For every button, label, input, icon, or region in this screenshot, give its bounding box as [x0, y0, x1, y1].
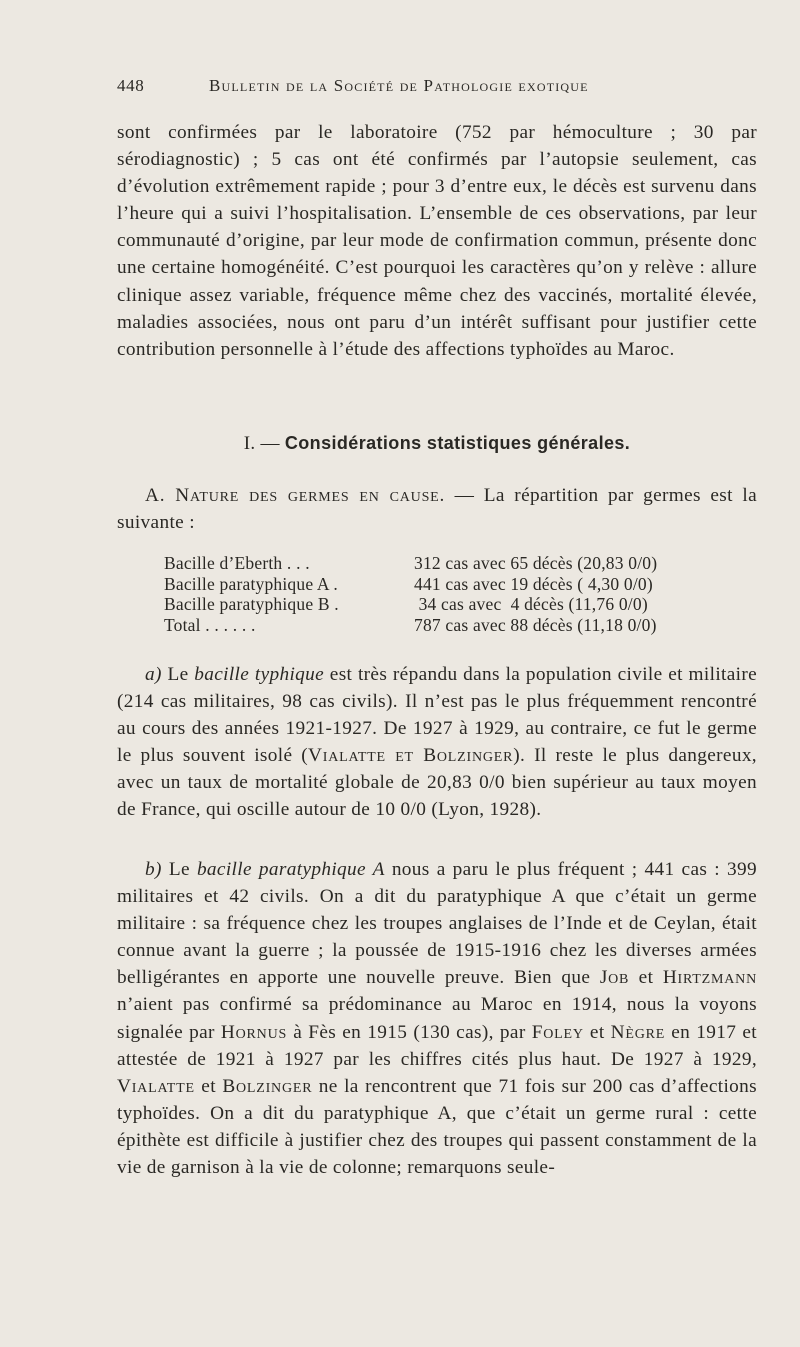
- paragraph-a-authors: Vialatte et Bolzinger: [308, 745, 514, 767]
- table-cell-value: 34 cas avec 4 décès (11,76 0/0): [414, 594, 648, 614]
- paragraph-b-lead: Le: [168, 859, 190, 880]
- author-name: Job: [599, 967, 630, 989]
- table-row: [164, 615, 657, 636]
- subsection-a-paragraph: [117, 482, 757, 536]
- paragraph-a-marker: a): [145, 664, 162, 685]
- subsection-a-label: A. Nature des germes en cause.: [145, 485, 446, 506]
- paragraph-b-text: à Fès en 1915 (130 cas), par: [287, 1021, 532, 1043]
- paragraph-b-text: et: [629, 967, 663, 989]
- paragraph-b-text: ne la rencontrent que 71 fois sur 200 cas d’affections typhoïdes. On a dit du paratyphique A, que c’était un germe rural : cette épithète est difficile à justifier chez des troupes qui passent constamment de la vie de garnison à la vie de colonne; remarquons seule-: [117, 1075, 757, 1179]
- author-name: Hirtzmann: [662, 967, 757, 989]
- author-name: Nègre: [610, 1021, 666, 1043]
- table-cell-label: Bacille paratyphique A .: [164, 573, 338, 594]
- table-row: [164, 553, 657, 574]
- author-name: Hornus: [220, 1021, 288, 1043]
- paragraph-intro: sont confirmées par le laboratoire (752 par hémoculture ; 30 par sérodiagnostic) ; 5 cas ont été confirmés par l’autopsie seulement, cas d’évolution extrêmement rapide ; pour 3 d’entre eux, le décès est survenu dans l’heure qui a suivi l’hospitalisation. L’ensemble de ces observations, par leur communauté d’origine, par leur mode de confirmation commun, présente donc une certaine homogénéité. C’est pourquoi les caractères qu’on y relève : allure clinique assez variable, fréquence même chez des vaccinés, mortalité élevée, maladies associées, nous ont paru d’un intérêt suffisant pour justifier cette contribution personnelle à l’étude des affections typhoïdes au Maroc.: [117, 122, 757, 360]
- table-row: [164, 574, 657, 595]
- paragraph-b: [117, 856, 757, 1181]
- paragraph-a-lead: Le: [167, 664, 189, 685]
- table-row: [164, 594, 657, 615]
- author-name: Vialatte: [117, 1075, 195, 1097]
- table-cell-label: Bacille paratyphique B .: [164, 594, 339, 614]
- section-heading: [117, 433, 757, 455]
- table-cell-value: 787 cas avec 88 décès (11,18 0/0): [414, 614, 657, 635]
- page-number: 448: [117, 76, 145, 95]
- author-name: Bolzinger: [222, 1075, 313, 1097]
- paragraph-a: [117, 661, 757, 824]
- section-number: I. —: [243, 433, 280, 454]
- author-name: Foley: [531, 1021, 584, 1043]
- section-title: Considérations statistiques générales.: [284, 433, 631, 453]
- table-cell-value: 441 cas avec 19 décès ( 4,30 0/0): [414, 573, 653, 594]
- paragraph-b-text: et: [583, 1021, 611, 1043]
- paragraph-b-italic: bacille paratyphique A: [196, 859, 385, 880]
- table-cell-label: Bacille d’Eberth . . .: [164, 553, 310, 573]
- paragraph-a-italic: bacille typhique: [194, 664, 325, 685]
- journal-title: Bulletin de la Société de Pathologie exotique: [209, 76, 589, 95]
- paragraph-b-text: et: [194, 1075, 223, 1097]
- paragraph-b-text: nous a paru le plus fréquent ; 441 cas : 399 militaires et 42 civils. On a dit du paratyphique A que c’était un germe militaire : sa fréquence chez les troupes anglaises de l’Inde et de Ceylan, était connue avant la guerre ; la poussée de 1915-1916 chez les diverses armées belligérantes en apporte une nouvelle preuve. Bien que: [117, 859, 757, 989]
- paragraph-b-text: n’aient pas confirmé sa prédominance au Maroc en 1914, nous la voyons signalée par: [117, 994, 757, 1043]
- subsection-a-text: — La répartition par germes est la suivante :: [117, 485, 757, 534]
- paragraph-b-text: en 1917 et attestée de 1921 à 1927 par les chiffres cités plus haut. De 1927 à 1929,: [117, 1021, 757, 1070]
- paragraph-a-text: est très répandu dans la population civile et militaire (214 cas militaires, 98 cas civils). Il n’est pas le plus fréquemment rencontré au cours des années 1921-1927. De 1927 à 1929, au contraire, ce fut le germe le plus souvent isolé (: [117, 664, 758, 767]
- germ-distribution-table: [164, 553, 657, 635]
- paragraph-a-text-end: ). Il reste le plus dangereux, avec un taux de mortalité globale de 20,83 0/0 bien supérieur au taux moyen de France, qui oscille autour de 10 0/0 (Lyon, 1928).: [117, 745, 757, 821]
- table-cell-value: 312 cas avec 65 décès (20,83 0/0): [414, 553, 658, 573]
- paragraph-b-marker: b): [145, 859, 162, 880]
- table-cell-label: Total . . . . . .: [164, 614, 256, 635]
